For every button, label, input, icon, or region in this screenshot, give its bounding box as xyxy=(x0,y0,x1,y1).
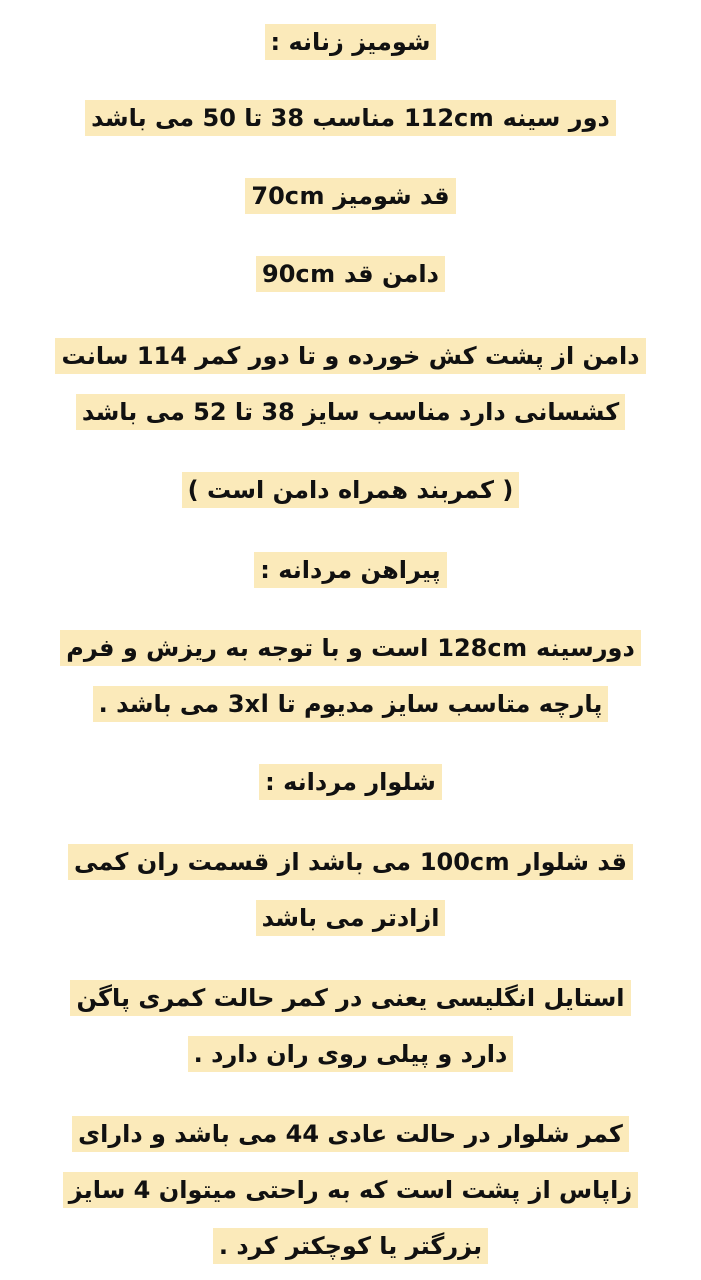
text-line: دامن از پشت کش خورده و تا دور کمر 114 سانت xyxy=(55,338,645,374)
text-line: پارچه متاسب سایز مدیوم تا 3xl می باشد . xyxy=(93,686,609,722)
text-line: زاپاس از پشت است که به راحتی میتوان 4 سایز xyxy=(63,1172,638,1208)
womens-blouse-heading xyxy=(0,24,701,60)
trousers-fit-line xyxy=(0,900,701,936)
shirt-size-line xyxy=(0,686,701,722)
trousers-pleat-line xyxy=(0,1036,701,1072)
trousers-resize-line xyxy=(0,1228,701,1264)
belt-note-line xyxy=(0,472,701,508)
trousers-waist-line xyxy=(0,1116,701,1152)
text-line: دامن قد 90cm xyxy=(256,256,445,292)
blouse-length-line xyxy=(0,178,701,214)
trousers-length-line xyxy=(0,844,701,880)
trousers-adjust-line xyxy=(0,1172,701,1208)
text-line: استایل انگلیسی یعنی در کمر حالت کمری پاگن xyxy=(70,980,630,1016)
blouse-chest-line xyxy=(0,100,701,136)
text-line: قد شومیز 70cm xyxy=(245,178,455,214)
text-line: شلوار مردانه : xyxy=(259,764,442,800)
skirt-length-line xyxy=(0,256,701,292)
skirt-waist-line xyxy=(0,338,701,374)
text-line: کمر شلوار در حالت عادی 44 می باشد و دارای xyxy=(72,1116,629,1152)
text-line: دورسینه 128cm است و با توجه به ریزش و فرم xyxy=(60,630,641,666)
text-line: ( کمربند همراه دامن است ) xyxy=(182,472,520,508)
text-line: ازادتر می باشد xyxy=(256,900,446,936)
mens-trousers-heading xyxy=(0,764,701,800)
text-line: دارد و پیلی روی ران دارد . xyxy=(188,1036,514,1072)
text-line: قد شلوار 100cm می باشد از قسمت ران کمی xyxy=(68,844,633,880)
text-line: کشسانی دارد مناسب سایز 38 تا 52 می باشد xyxy=(76,394,625,430)
text-line: دور سینه 112cm مناسب 38 تا 50 می باشد xyxy=(85,100,616,136)
text-line: شومیز زنانه : xyxy=(265,24,437,60)
text-line: بزرگتر یا کوچکتر کرد . xyxy=(213,1228,488,1264)
shirt-chest-line xyxy=(0,630,701,666)
mens-shirt-heading xyxy=(0,552,701,588)
skirt-size-line xyxy=(0,394,701,430)
text-line: پیراهن مردانه : xyxy=(254,552,446,588)
trousers-style-line xyxy=(0,980,701,1016)
